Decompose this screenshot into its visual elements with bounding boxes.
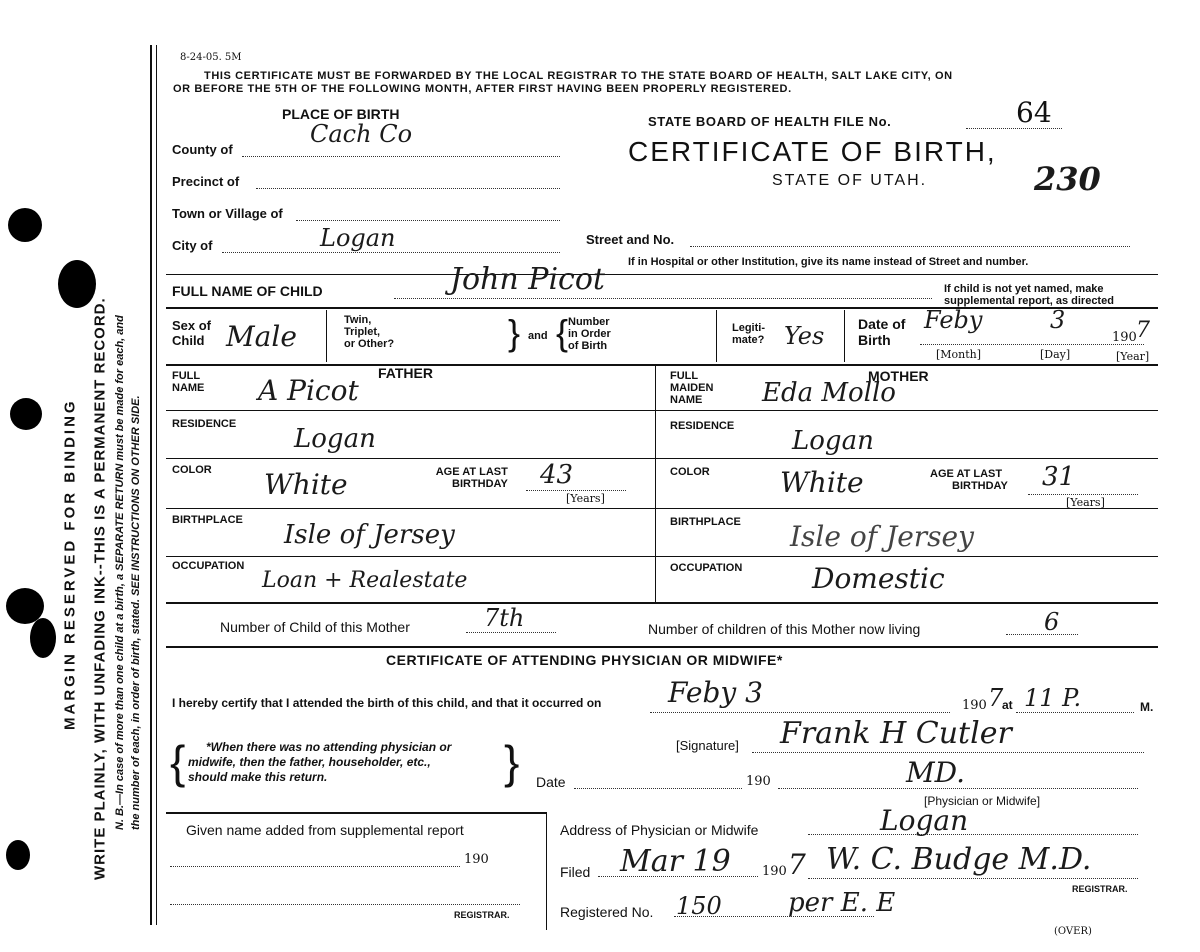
street-label: Street and No.: [586, 232, 675, 247]
occurred-date-line: [650, 712, 950, 713]
occurred-year-value: 7: [988, 684, 1004, 712]
divider-sex: [326, 310, 327, 362]
father-age-label-1: AGE AT LAST: [435, 466, 508, 478]
occurred-date-value: Feby 3: [668, 676, 763, 709]
sex-value: Male: [226, 320, 297, 353]
father-color-value: White: [264, 468, 348, 501]
father-color-label: COLOR: [172, 464, 212, 476]
physician-note: [188, 740, 451, 785]
date-year-prefix: 190: [746, 774, 771, 789]
ink-blot: [6, 840, 30, 870]
left-border-line: [150, 45, 152, 925]
address-line: [808, 834, 1138, 835]
filed-year-prefix: 190: [762, 864, 787, 879]
state-number-value: 230: [1034, 160, 1101, 198]
brace-right: }: [508, 312, 521, 353]
filed-year-value: 7: [788, 848, 806, 881]
mother-maiden-label: MAIDEN: [670, 382, 714, 394]
birth-date-line: [920, 344, 1144, 345]
note-brace-left: {: [170, 736, 186, 788]
rule-parents-bottom: [166, 602, 1158, 604]
supplemental-registrar-line: [170, 904, 520, 905]
ink-blot: [10, 398, 42, 430]
father-occupation-label: OCCUPATION: [172, 560, 245, 572]
date-of-birth-label-1: Date of: [858, 316, 906, 332]
rule-top: [166, 274, 1158, 275]
day-label: [Day]: [1040, 348, 1071, 361]
father-age-label-2: BIRTHDAY: [452, 478, 508, 490]
father-name-label-2: NAME: [172, 382, 205, 394]
physician-heading: CERTIFICATE OF ATTENDING PHYSICIAN OR MIDWIFE*: [386, 652, 783, 668]
father-birthplace-value: Isle of Jersey: [284, 520, 455, 550]
twin-label-2: Triplet,: [344, 326, 381, 338]
margin-note-line2: the number of each, in order of birth, stated. SEE INSTRUCTIONS ON OTHER SIDE.: [130, 395, 142, 830]
address-label: Address of Physician or Midwife: [560, 822, 759, 838]
date-line: [574, 788, 742, 789]
divider-date: [844, 310, 845, 362]
father-birthplace-label: BIRTHPLACE: [172, 514, 243, 526]
father-age-label: [430, 466, 508, 490]
twin-label: [344, 314, 394, 350]
father-name-value: A Picot: [258, 374, 359, 407]
legit-value: Yes: [784, 322, 825, 350]
mother-name-value: Eda Mollo: [762, 378, 896, 408]
town-label: Town or Village of: [172, 206, 283, 221]
county-value: Cach Co: [310, 120, 413, 148]
divider-parents: [655, 366, 656, 602]
mother-color-label: COLOR: [670, 466, 710, 478]
rule-row-4: [166, 556, 1158, 557]
unnamed-note: [944, 283, 1114, 307]
birth-month-value: Feby: [924, 306, 983, 334]
order-label: [568, 316, 611, 352]
mother-age-label-1: AGE AT LAST: [930, 468, 1003, 480]
and-label: and: [528, 330, 548, 342]
county-label: County of: [172, 142, 233, 157]
date-label: Date: [536, 774, 566, 790]
city-line: [222, 252, 560, 253]
divider-supplemental: [546, 812, 547, 930]
signature-value: Frank H Cutler: [780, 716, 1012, 751]
month-label: [Month]: [936, 348, 982, 361]
full-name-label: FULL NAME OF CHILD: [172, 283, 323, 299]
mother-birthplace-value: Isle of Jersey: [790, 520, 974, 553]
file-number-value: 64: [1016, 96, 1052, 129]
registrar-signature-value: W. C. Budge M.D.: [826, 842, 1092, 877]
full-name-value: John Picot: [450, 262, 605, 297]
father-full-label: FULL: [172, 370, 201, 382]
father-heading: FATHER: [378, 365, 433, 381]
mother-occupation-value: Domestic: [812, 562, 945, 595]
father-name-label: [172, 370, 204, 394]
mother-age-label-2: BIRTHDAY: [952, 480, 1008, 492]
header-instruction-2: OR BEFORE THE 5TH OF THE FOLLOWING MONTH, AFTER FIRST HAVING BEEN PROPERLY REGISTERED.: [173, 83, 792, 95]
filed-date-value: Mar 19: [620, 844, 731, 879]
mother-birthplace-label: BIRTHPLACE: [670, 516, 741, 528]
living-children-line: [1006, 634, 1078, 635]
at-label: at: [1002, 698, 1013, 712]
street-line: [690, 246, 1130, 247]
mother-age-value: 31: [1042, 462, 1076, 492]
birth-day-value: 3: [1050, 306, 1066, 334]
city-label: City of: [172, 238, 213, 253]
legit-label-2: mate?: [732, 334, 765, 346]
divider-legit: [716, 310, 717, 362]
physician-or-midwife-label: [Physician or Midwife]: [924, 794, 1041, 808]
sex-label: [172, 318, 211, 348]
sex-label-1: Sex of: [172, 318, 212, 333]
father-residence-label: RESIDENCE: [172, 418, 237, 430]
rule-row-2: [166, 458, 1158, 459]
father-age-value: 43: [540, 460, 574, 490]
legit-label: [732, 322, 765, 346]
mother-residence-label: RESIDENCE: [670, 420, 735, 432]
twin-label-1: Twin,: [344, 314, 372, 326]
place-of-birth-heading: PLACE OF BIRTH: [282, 106, 400, 122]
birth-year-suffix: 7: [1136, 318, 1150, 343]
order-label-3: of Birth: [568, 340, 608, 352]
rule-row-1: [166, 410, 1158, 411]
margin-binding-text: MARGIN RESERVED FOR BINDING: [61, 398, 79, 730]
left-border-line-inner: [156, 45, 157, 925]
certify-text: I hereby certify that I attended the birth of this child, and that it occurred on: [172, 696, 602, 710]
form-code: 8-24-05. 5M: [180, 52, 242, 63]
occurred-time-line: [1016, 712, 1134, 713]
filed-label: Filed: [560, 864, 591, 880]
supplemental-registrar-label: REGISTRAR.: [454, 910, 510, 920]
hospital-note: If in Hospital or other Institution, give its name instead of Street and number.: [628, 256, 1029, 268]
address-value: Logan: [880, 804, 969, 837]
city-value: Logan: [320, 224, 396, 252]
brace-left: {: [556, 312, 569, 353]
over-label: (OVER): [1054, 926, 1092, 937]
mother-full-label: FULL: [670, 370, 699, 382]
order-label-1: Number: [568, 316, 610, 328]
legit-label-1: Legiti-: [732, 322, 765, 334]
physician-note-2: midwife, then the father, householder, etc.,: [188, 755, 431, 769]
signature-label: [Signature]: [676, 738, 739, 753]
supplemental-label: Given name added from supplemental report: [186, 822, 464, 838]
precinct-label: Precinct of: [172, 174, 240, 189]
registrar-label: REGISTRAR.: [1072, 884, 1128, 894]
mother-age-line: [1028, 494, 1138, 495]
note-brace-right: }: [504, 736, 520, 788]
mother-name-label: [670, 370, 713, 406]
living-children-value: 6: [1044, 608, 1060, 636]
registered-value: 150: [676, 892, 722, 920]
unnamed-note-line2: supplemental report, as directed: [944, 295, 1114, 307]
mother-name-label-2: NAME: [670, 394, 703, 406]
child-number-value: 7th: [484, 604, 525, 632]
registered-label: Registered No.: [560, 904, 654, 920]
header-instruction-1: THIS CERTIFICATE MUST BE FORWARDED BY THE LOCAL REGISTRAR TO THE STATE BOARD OF HEALTH, SALT LAKE CITY, ON: [204, 70, 953, 82]
occurred-year-prefix: 190: [962, 698, 987, 713]
signature-line: [752, 752, 1144, 753]
sex-label-2: Child: [172, 333, 205, 348]
physician-note-1: *When there was no attending physician or: [206, 740, 452, 754]
year-label: [Year]: [1116, 350, 1150, 363]
rule-row-3: [166, 508, 1158, 509]
father-age-line: [526, 490, 626, 491]
mother-occupation-label: OCCUPATION: [670, 562, 743, 574]
county-line: [242, 156, 560, 157]
precinct-line: [256, 188, 560, 189]
margin-permanent-record-text: WRITE PLAINLY, WITH UNFADING INK--THIS IS A PERMANENT RECORD.: [91, 297, 109, 880]
rule-physician-top: [166, 646, 1158, 648]
m-label: M.: [1140, 700, 1154, 714]
date-of-birth-label-2: Birth: [858, 332, 891, 348]
file-number-label: STATE BOARD OF HEALTH FILE No.: [648, 114, 892, 129]
state-label: STATE OF UTAH.: [772, 172, 928, 189]
order-label-2: in Order: [568, 328, 611, 340]
physician-title-value: MD.: [906, 756, 966, 789]
living-children-label: Number of children of this Mother now living: [648, 621, 921, 637]
mother-age-label: [930, 468, 1008, 492]
margin-note-line1: N. B.—In case of more than one child at a birth, a SEPARATE RETURN must be made for each, and: [114, 315, 126, 830]
ink-blot: [30, 618, 56, 658]
occurred-time-value: 11 P.: [1024, 684, 1082, 712]
certificate-title: CERTIFICATE OF BIRTH,: [628, 136, 997, 167]
twin-label-3: or Other?: [344, 338, 395, 350]
registered-note: per E. E: [788, 888, 896, 918]
child-number-line: [466, 632, 556, 633]
town-line: [296, 220, 560, 221]
date-of-birth-label: [858, 316, 905, 348]
physician-note-3: should make this return.: [188, 770, 328, 784]
ink-blot: [8, 208, 42, 242]
mother-residence-value: Logan: [792, 426, 874, 456]
father-years-label: [Years]: [566, 492, 605, 505]
unnamed-note-line1: If child is not yet named, make: [944, 283, 1104, 295]
birth-year-prefix: 190: [1112, 330, 1137, 345]
full-name-line: [394, 298, 932, 299]
mother-color-value: White: [780, 466, 864, 499]
father-residence-value: Logan: [294, 424, 376, 454]
rule-parents-top: [166, 364, 1158, 366]
supplemental-line: [170, 866, 460, 867]
registrar-signature-line: [808, 878, 1138, 879]
rule-supplemental-top: [166, 812, 546, 814]
child-number-label: Number of Child of this Mother: [220, 619, 410, 635]
rule-child-top: [166, 307, 1158, 309]
supplemental-year: 190: [464, 852, 489, 867]
mother-heading: MOTHER: [868, 368, 929, 384]
father-occupation-value: Loan + Realestate: [262, 568, 468, 593]
mother-years-label: [Years]: [1066, 496, 1105, 509]
